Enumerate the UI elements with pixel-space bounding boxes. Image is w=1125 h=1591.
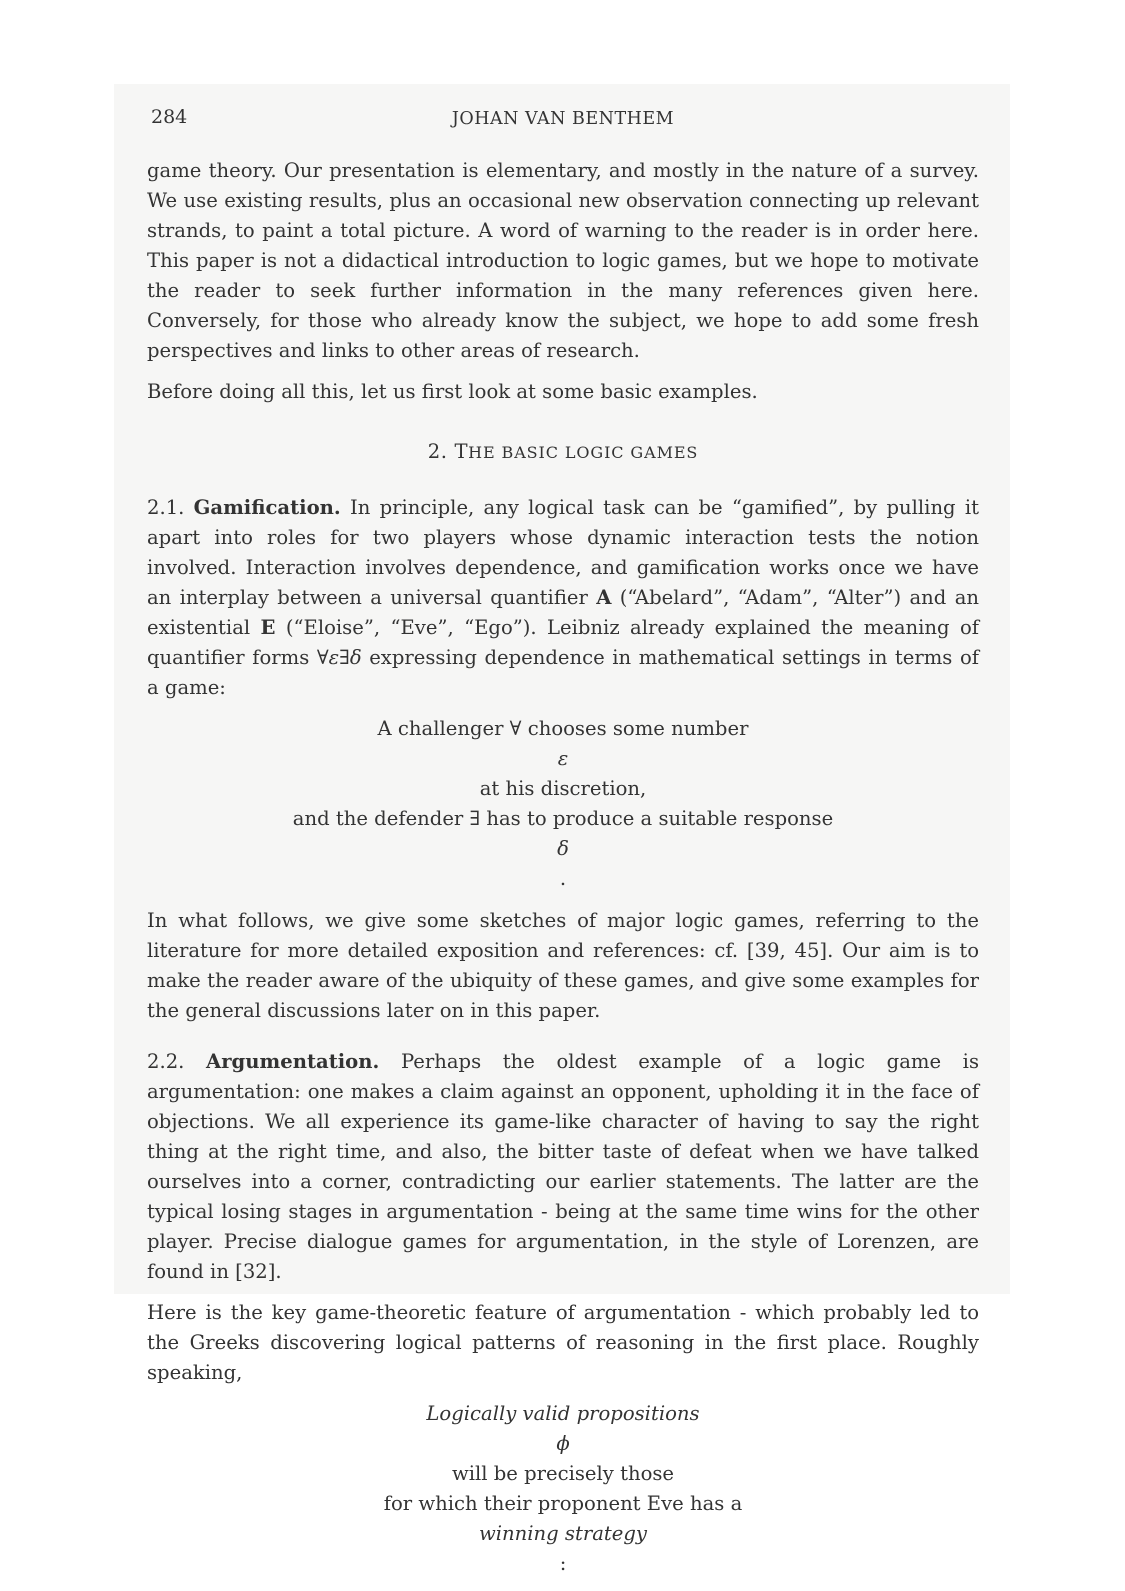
gamification-text: expressing dependence in mathematical settings in terms of a game: (147, 646, 979, 699)
running-title: JOHAN VAN BENTHEM (451, 109, 675, 129)
section-number: 2. (427, 440, 448, 463)
winning-strategy-text: winning strategy (479, 1522, 647, 1545)
page-content (147, 98, 979, 1591)
display-text: A challenger ∀ chooses some number (377, 717, 749, 740)
display-line (147, 714, 979, 804)
epsilon-variable: ε (557, 747, 569, 770)
delta-variable: δ (557, 837, 569, 860)
subsection-title: Argumentation. (206, 1050, 380, 1073)
phi-variable: ϕ (556, 1432, 570, 1455)
quantifier-a: A (596, 586, 612, 609)
running-head (147, 98, 979, 134)
subsection-number: 2.1. (147, 496, 185, 519)
quantifier-formula: ∀ε∃δ (316, 646, 362, 669)
subsection-title: Gamification. (193, 496, 341, 519)
display-italic-text: Logically valid propositions (426, 1402, 700, 1425)
display-text: will be precisely those (451, 1462, 675, 1485)
gamification-text: In principle, any logical task can be “gamified”, by pulling it apart into roles for two players whose dynamic interaction tests the notion involved. Interaction involves dependence, and gamification works once we have an interplay between a universal quantifier (147, 496, 979, 609)
display-text: for which their proponent Eve has a (383, 1492, 743, 1515)
display-text: at his discretion, (479, 777, 647, 800)
intro-paragraph: game theory. Our presentation is elementary, and mostly in the nature of a survey. We use existing results, plus an occasional new observation connecting up relevant strands, to paint a total picture. A word of warning to the reader is in order here. This paper is not a didactical introduction to logic games, but we hope to motivate the reader to seek further information in the many references given here. Conversely, for those who already know the subject, we hope to add some fresh perspectives and links to other areas of research. (147, 159, 979, 362)
argumentation-paragraph (147, 1047, 979, 1287)
leibniz-display (147, 714, 979, 894)
survey-paragraph: In what follows, we give some sketches of major logic games, referring to the literature for more detailed exposition and references: cf. [39, 45]. Our aim is to make the reader aware of the ubiquity of these games, and give some examples for the general discussions later on in this paper. (147, 909, 979, 1022)
section-title (454, 440, 698, 463)
argumentation-text: Perhaps the oldest example of a logic game is argumentation: one makes a claim against an opponent, upholding it in the face of objections. We all experience its game-like character of having to say the right thing at the right time, and also, the bitter taste of defeat when we have talked ourselves into a corner, contradicting our earlier statements. The latter are the typical losing stages in argumentation - being at the same time wins for the other player. Precise dialogue games for argumentation, in the style of Lorenzen, are found in [32]. (147, 1050, 980, 1283)
page-number: 284 (151, 106, 188, 128)
gamification-paragraph (147, 493, 979, 703)
display-text: . (559, 867, 567, 890)
key-feature-paragraph: Here is the key game-theoretic feature of argumentation - which probably led to the Greeks discovering logical patterns of reasoning in the first place. Roughly speaking, (147, 1301, 979, 1384)
subsection-number: 2.2. (147, 1050, 185, 1073)
validity-display (147, 1399, 979, 1579)
quantifier-e: E (260, 616, 276, 639)
section-title-initial: T (454, 440, 469, 463)
gamification-text: (“Abelard”, “Adam”, “Alter”) and an existential (147, 586, 980, 639)
intro-closing-paragraph: Before doing all this, let us first look at some basic examples. (147, 380, 758, 403)
gamification-text: (“Eloise”, “Eve”, “Ego”). Leibniz already explained the meaning of quantifier forms (147, 616, 980, 669)
section-title-rest: HE BASIC LOGIC GAMES (468, 443, 699, 462)
display-text: : (559, 1552, 567, 1575)
section-heading (147, 437, 979, 468)
display-line (147, 1489, 979, 1579)
display-line (147, 1399, 979, 1489)
display-line (147, 804, 979, 894)
display-text: and the defender ∃ has to produce a suitable response (292, 807, 834, 830)
